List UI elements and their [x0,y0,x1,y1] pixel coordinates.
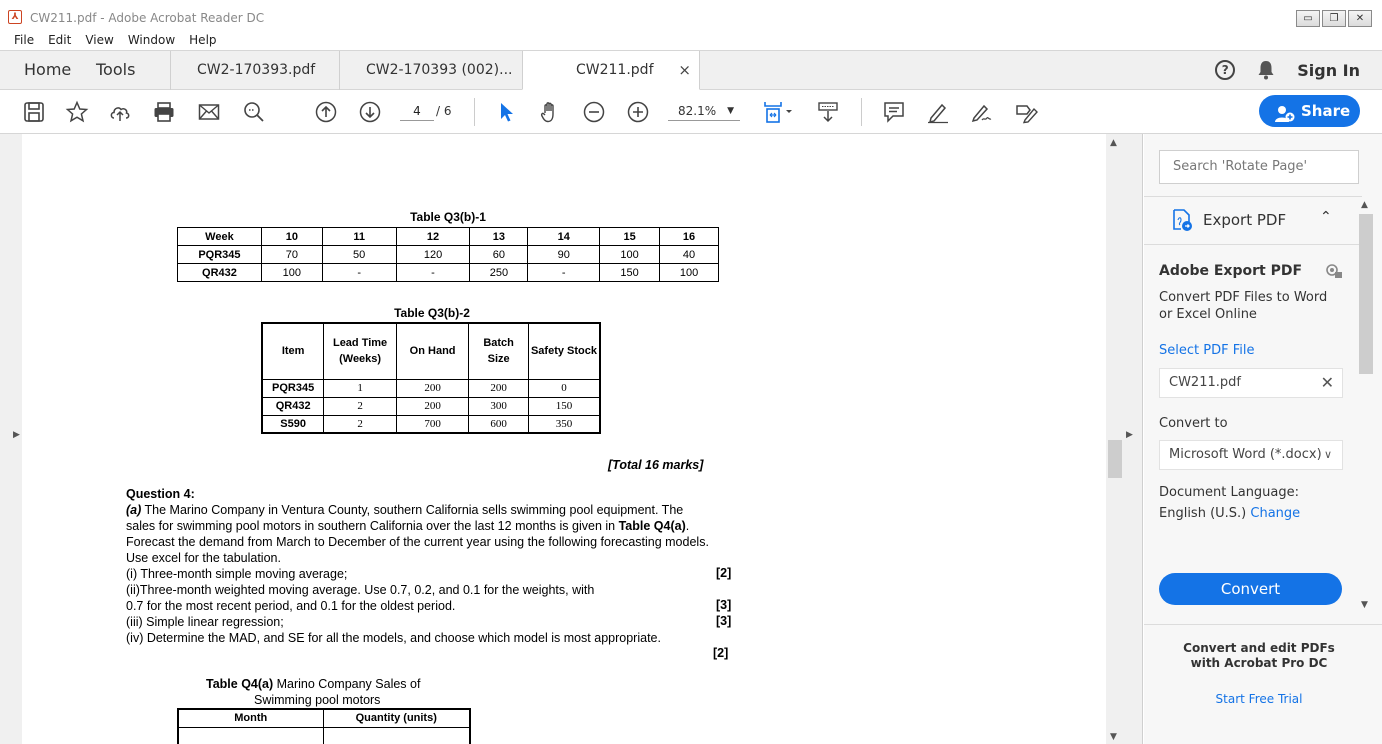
table-cell: 300 [469,397,529,415]
table-cell: 120 [396,246,470,264]
table-cell: 70 [261,246,322,264]
table-cell: 200 [469,379,529,397]
collapse-right-panel-icon[interactable]: ▶ [1126,430,1133,440]
table-header-cell: Week [178,228,262,246]
table-cell: 150 [528,397,600,415]
convert-to-label: Convert to [1159,416,1228,431]
hand-tool-icon[interactable] [538,100,562,124]
q4-text: sales for swimming pool motors in southern California over the last 12 months is given in [126,519,619,533]
table-header-row [262,323,600,379]
account-area [1215,51,1360,89]
total-marks: [Total 16 marks] [608,458,704,472]
start-free-trial-link[interactable]: Start Free Trial [1215,692,1303,706]
menu-view[interactable]: View [85,33,114,47]
promo-line: with Acrobat Pro DC [1190,656,1328,670]
caption-text: Marino Company Sales of [273,677,421,691]
q4-text: The Marino Company in Ventura County, southern California sells swimming pool equipment. The [141,503,684,517]
scroll-up-icon[interactable]: ▲ [1110,138,1117,148]
table-cell: 0 [528,379,600,397]
mark-ii: [3] [716,598,732,612]
table-header-cell: Lead Time (Weeks) [324,323,397,379]
menu-bar [0,32,1382,50]
panel-divider [1144,196,1362,197]
table-cell: 250 [470,264,528,282]
table-row [262,397,600,415]
selected-file-name: CW211.pdf [1169,375,1241,390]
select-cursor-icon[interactable] [494,100,518,124]
toolbar-divider [861,98,862,126]
document-viewport[interactable] [0,134,1143,744]
zoom-search-icon[interactable] [242,100,266,124]
table-header-cell: 15 [600,228,660,246]
tab-home[interactable]: Home [24,60,72,79]
table-cell: 90 [528,246,600,264]
table-cell: 1 [324,379,397,397]
convert-description: or Excel Online [1159,307,1257,322]
next-page-icon[interactable] [358,100,382,124]
zoom-level-select[interactable] [668,101,740,121]
table-header-row [178,709,470,727]
question-4-title: Question 4: [126,487,195,501]
language-name: English (U.S.) [1159,506,1247,521]
table-row [262,379,600,397]
left-panel-collapsed [0,134,10,744]
q4-item-ii-1: (ii)Three-month weighted moving average. Use 0.7, 0.2, and 0.1 for the weights, with [126,583,595,597]
table-cell: 100 [660,264,719,282]
tools-search-input[interactable]: Search 'Rotate Page' [1159,150,1359,184]
tools-pane [1144,134,1382,744]
mark-iv: [2] [713,646,729,660]
tab-doc-cw2-170393-002[interactable] [339,51,523,90]
table-ref: Table Q4(a) [206,677,274,691]
tab-label: CW211.pdf [576,62,654,78]
table-q4a [177,708,471,744]
add-user-icon [1275,102,1295,120]
previous-page-icon[interactable] [314,100,338,124]
convert-format-value: Microsoft Word (*.docx) [1169,447,1322,462]
table-cell: 150 [600,264,660,282]
export-pdf-header[interactable] [1168,206,1348,236]
sign-icon[interactable] [970,100,994,124]
mark-i: [2] [716,566,732,580]
document-language-value [1159,506,1300,521]
restore-button[interactable]: ❐ [1322,10,1346,27]
table-cell: 60 [470,246,528,264]
panel-divider [1144,244,1362,245]
minimize-button[interactable]: ▭ [1296,10,1320,27]
table-cell: 200 [396,397,468,415]
promo-box [1144,624,1382,744]
tab-bar [0,50,1382,90]
select-pdf-file-link[interactable]: Select PDF File [1159,343,1255,358]
table-row [178,246,719,264]
print-icon[interactable] [152,100,176,124]
table-cell [323,727,470,744]
sign-in-link[interactable]: Sign In [1297,60,1360,80]
table-cell: - [528,264,600,282]
export-pdf-label: Export PDF [1203,211,1287,229]
scrollbar-thumb[interactable] [1108,440,1122,478]
table-cell: PQR345 [262,379,324,397]
tab-label: CW2-170393 (002)... [366,62,513,78]
table-header-cell: 16 [660,228,719,246]
window-title: CW211.pdf - Adobe Acrobat Reader DC [30,11,265,25]
change-language-link[interactable]: Change [1250,506,1301,521]
table-header-cell: Month [178,709,323,727]
q4-item-iii: (iii) Simple linear regression; [126,615,284,629]
selected-file-field[interactable] [1159,368,1343,398]
table-header-cell: Item [262,323,324,379]
page-total: / 6 [436,104,452,118]
zoom-level: 82.1% [678,104,717,118]
table-row [178,264,719,282]
table-cell: S590 [262,415,324,433]
panel-scrollbar[interactable] [1356,200,1374,610]
q4-item-ii-2: 0.7 for the most recent period, and 0.1 for the oldest period. [126,599,456,613]
table-cell: QR432 [178,264,262,282]
q4-line-2 [126,518,689,534]
q4-item-i: (i) Three-month simple moving average; [126,567,348,581]
chevron-up-icon: ⌃ [1320,209,1332,225]
scroll-mode-icon[interactable] [816,100,840,124]
export-pdf-icon [1170,208,1194,232]
fill-sign-icon[interactable] [1014,100,1038,124]
table-header-cell: On Hand [396,323,468,379]
table-cell: PQR345 [178,246,262,264]
upload-cloud-icon[interactable] [108,100,132,124]
scroll-down-icon[interactable]: ▼ [1361,600,1368,610]
toolbar-divider [474,98,475,126]
table-cell: 700 [396,415,468,433]
table-cell: - [322,264,396,282]
expand-left-panel-icon[interactable]: ▶ [13,430,20,440]
table-header-cell: 11 [322,228,396,246]
clear-file-icon[interactable]: ✕ [1320,373,1334,392]
table-header-cell: Batch Size [469,323,529,379]
chevron-down-icon: ∨ [1323,448,1332,461]
menu-help[interactable]: Help [189,33,217,47]
zoom-out-icon[interactable] [582,100,606,124]
table-cell [178,727,323,744]
table-cell: 50 [322,246,396,264]
title-bar [0,0,1382,32]
table-q3b-1 [177,227,719,282]
table-cell: - [396,264,470,282]
zoom-in-icon[interactable] [626,100,650,124]
table-cell: 600 [469,415,529,433]
window-controls [1296,10,1372,27]
mark-iii: [3] [716,614,732,628]
chevron-down-icon: ▼ [727,106,734,116]
tab-tools[interactable]: Tools [96,60,136,79]
bookmark-star-icon[interactable] [65,100,89,124]
promo-text [1144,641,1374,671]
highlight-pen-icon[interactable] [926,100,950,124]
tab-doc-cw211[interactable] [522,51,700,90]
table-q3b-2 [261,322,601,434]
table-header-cell: 13 [470,228,528,246]
scroll-up-icon[interactable]: ▲ [1361,200,1368,210]
tab-doc-cw2-170393[interactable] [170,51,340,90]
table-header-row [178,228,719,246]
fit-page-icon[interactable] [762,100,796,124]
table-cell: 2 [324,415,397,433]
promo-line: Convert and edit PDFs [1183,641,1335,655]
table-q4a-caption-2: Swimming pool motors [254,693,381,707]
document-language-label: Document Language: [1159,485,1300,500]
q4-line-3: Forecast the demand from March to December of the current year using the following forecasting models. [126,535,709,549]
page-number-input[interactable]: 4 [400,101,434,121]
menu-window[interactable]: Window [127,33,176,47]
share-label: Share [1301,102,1351,120]
cloud-settings-icon[interactable] [1325,263,1343,279]
table-cell: 100 [261,264,322,282]
acrobat-logo-icon: ⅄ [8,10,22,24]
email-icon[interactable] [197,100,221,124]
q4-item-iv: (iv) Determine the MAD, and SE for all the models, and choose which model is most appropriate. [126,631,661,645]
menu-edit[interactable]: Edit [48,33,72,47]
table-cell: 100 [600,246,660,264]
table-row [178,727,470,744]
convert-description: Convert PDF Files to Word [1159,290,1328,305]
table-header-cell: Safety Stock [528,323,600,379]
document-scrollbar[interactable] [1106,134,1124,744]
scrollbar-thumb[interactable] [1359,214,1373,374]
comment-icon[interactable] [882,100,906,124]
convert-button[interactable]: Convert [1159,573,1342,605]
scroll-down-icon[interactable]: ▼ [1110,732,1117,742]
bell-icon[interactable] [1257,60,1275,80]
table-cell: 40 [660,246,719,264]
close-window-button[interactable]: ✕ [1348,10,1372,27]
toolbar [0,90,1382,134]
table-row [262,415,600,433]
table-header-cell: 14 [528,228,600,246]
adobe-export-title: Adobe Export PDF [1159,263,1303,279]
q4-text: . [685,519,690,533]
convert-format-select[interactable] [1159,440,1343,470]
table-caption: Table Q3(b)-1 [410,210,486,224]
table-cell: 200 [396,379,468,397]
table-cell: QR432 [262,397,324,415]
table-header-cell: 10 [261,228,322,246]
menu-file[interactable]: File [14,33,35,47]
tab-label: CW2-170393.pdf [197,62,316,78]
share-button[interactable] [1259,95,1360,127]
q4-line-4: Use excel for the tabulation. [126,551,281,565]
table-cell: 2 [324,397,397,415]
table-caption: Table Q3(b)-2 [394,306,470,320]
table-ref: Table Q4(a) [618,519,686,533]
table-header-cell: Quantity (units) [323,709,470,727]
q4-part-label: (a) [126,503,142,517]
save-icon[interactable] [22,100,46,124]
help-icon[interactable]: ? [1215,60,1235,80]
table-q4a-caption [206,676,420,692]
table-cell: 350 [528,415,600,433]
pdf-page [22,134,1106,744]
tab-close-button[interactable]: × [678,61,691,79]
q4-line-1 [126,502,683,518]
table-header-cell: 12 [396,228,470,246]
